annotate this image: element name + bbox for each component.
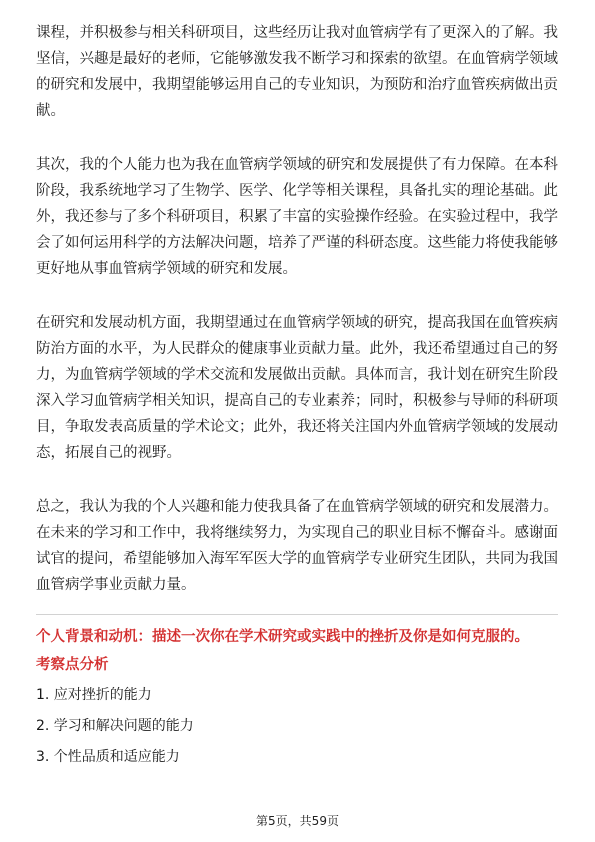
analysis-heading: 考察点分析 (36, 657, 109, 673)
page-content (36, 20, 558, 770)
page-number-footer: 第5页，共59页 (256, 814, 339, 828)
analysis-points (36, 682, 558, 770)
analysis-point-3: 3. 个性品质和适应能力 (36, 749, 180, 765)
paragraph-4: 总之，我认为我的个人兴趣和能力使我具备了在血管病学领域的研究和发展潜力。在未来的学习和工作中，我将继续努力，为实现自己的职业目标不懈奋斗。感谢面试官的提问，希望能够加入海军军医大学的血管病学专业研究生团队，共同为我国血管病学事业贡献力量。 (36, 499, 558, 593)
section-divider (36, 614, 558, 615)
analysis-point-2: 2. 学习和解决问题的能力 (36, 718, 194, 734)
paragraph-2: 其次，我的个人能力也为我在血管病学领域的研究和发展提供了有力保障。在本科阶段，我系统地学习了生物学、医学、化学等相关课程，具备扎实的理论基础。此外，我还参与了多个科研项目，积累了丰富的实验操作经验。在实验过程中，我学会了如何运用科学的方法解决问题，培养了严谨的科研态度。这些能力将使我能够更好地从事血管病学领域的研究和发展。 (36, 157, 558, 277)
question-heading: 个人背景和动机：描述一次你在学术研究或实践中的挫折及你是如何克服的。 (36, 629, 529, 645)
paragraph-3: 在研究和发展动机方面，我期望通过在血管病学领域的研究，提高我国在血管疾病防治方面的水平，为人民群众的健康事业贡献力量。此外，我还希望通过自己的努力，为血管病学领域的学术交流和发展做出贡献。具体而言，我计划在研究生阶段深入学习血管病学相关知识，提高自己的专业素养；同时，积极参与导师的科研项目，争取发表高质量的学术论文；此外，我还将关注国内外血管病学领域的发展动态，拓展自己的视野。 (36, 315, 558, 461)
analysis-point-1: 1. 应对挫折的能力 (36, 687, 152, 703)
paragraph-1: 课程，并积极参与相关科研项目，这些经历让我对血管病学有了更深入的了解。我坚信，兴趣是最好的老师，它能够激发我不断学习和探索的欲望。在血管病学领域的研究和发展中，我期望能够运用自己的专业知识，为预防和治疗血管疾病做出贡献。 (36, 25, 558, 119)
